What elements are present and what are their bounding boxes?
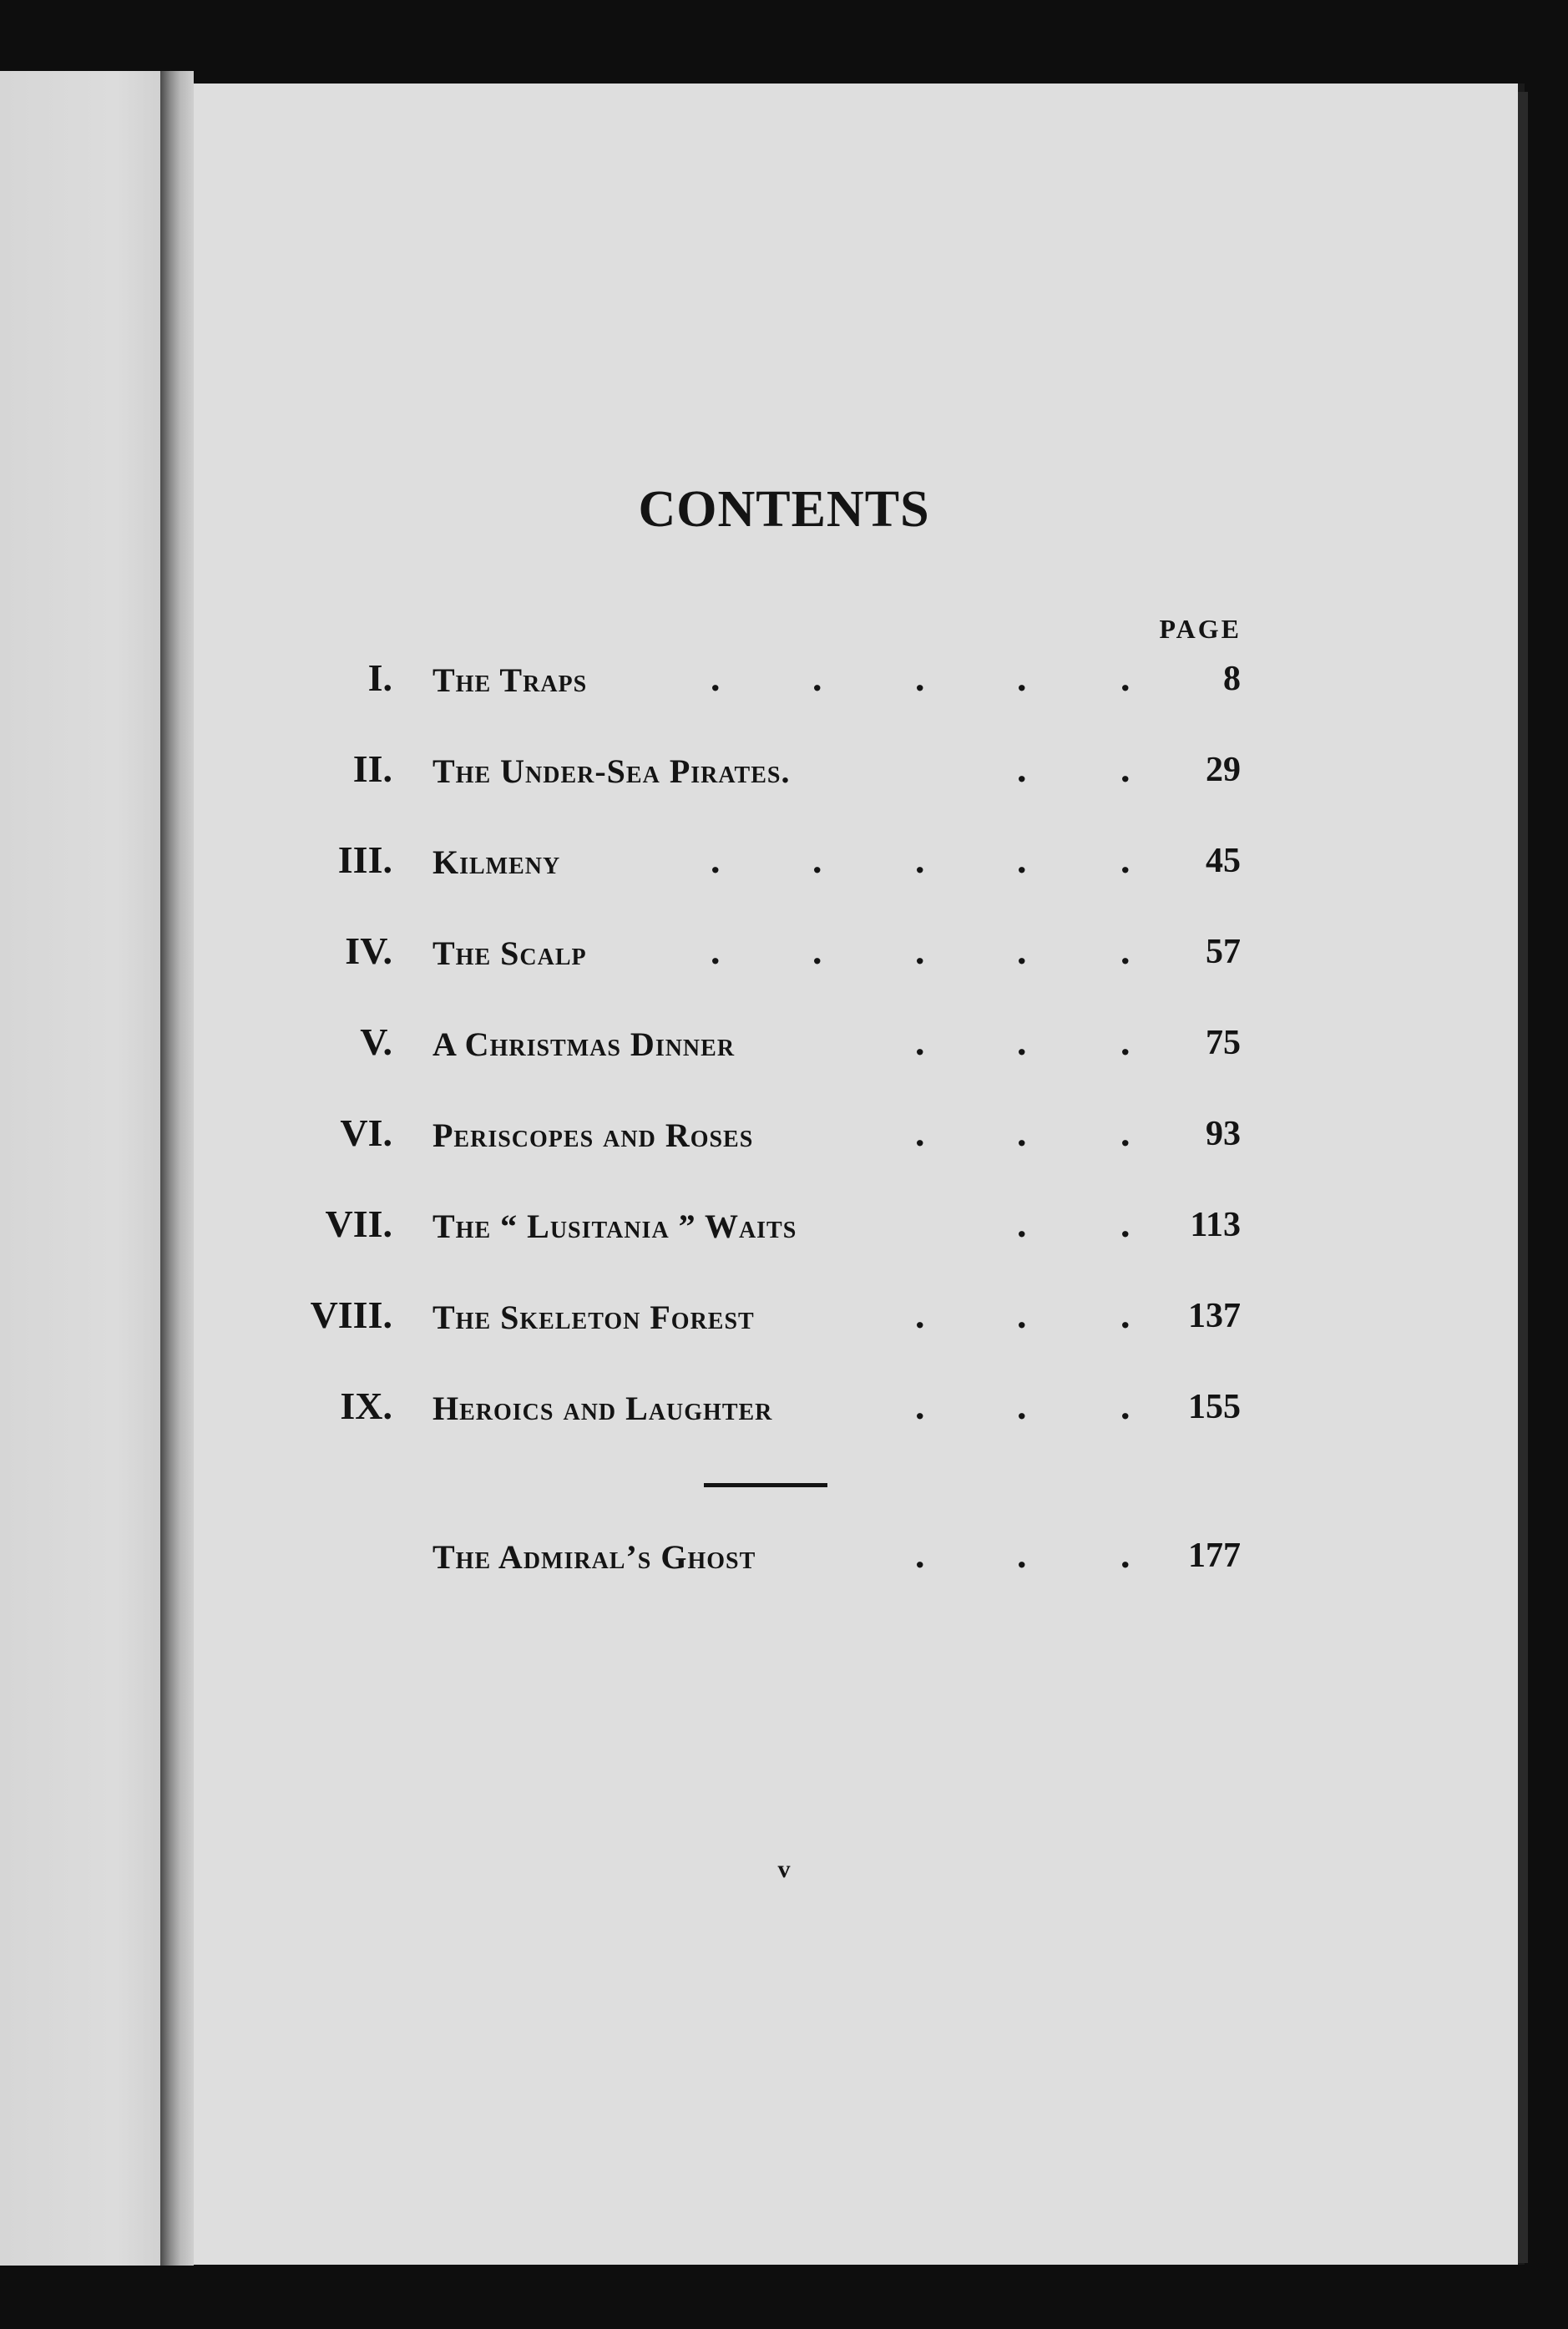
- leader-dot: .: [812, 929, 822, 972]
- leader-dot: .: [1017, 1533, 1027, 1576]
- chapter-title: Kilmeny: [432, 843, 561, 881]
- toc-entry: [0, 656, 1568, 731]
- chapter-page: 29: [1206, 751, 1241, 789]
- leader-dot: .: [1120, 929, 1130, 972]
- extra-title: The Admiral’s Ghost: [432, 1538, 756, 1576]
- chapter-number: I.: [367, 656, 392, 699]
- leader-dot: .: [1017, 1111, 1027, 1154]
- leader-dot: .: [1017, 656, 1027, 699]
- chapter-page: 45: [1206, 842, 1241, 880]
- leader-dot: .: [915, 1533, 925, 1576]
- leader-dot: .: [1120, 656, 1130, 699]
- leader-dot: .: [1120, 1202, 1130, 1245]
- leader-dot: .: [1120, 838, 1130, 881]
- chapter-number: IV.: [345, 929, 392, 972]
- chapter-page: 93: [1206, 1115, 1241, 1153]
- leader-dot: .: [915, 1111, 925, 1154]
- chapter-page: 57: [1206, 933, 1241, 971]
- leader-dot: .: [1120, 747, 1130, 790]
- toc-entry: [0, 1293, 1568, 1368]
- toc-entry: [0, 747, 1568, 822]
- leader-dot: .: [711, 929, 721, 972]
- extra-page: 177: [1188, 1537, 1241, 1575]
- leader-dot: .: [812, 656, 822, 699]
- leader-dot: .: [711, 656, 721, 699]
- leader-dot: .: [1120, 1533, 1130, 1576]
- leader-dot: .: [1017, 1202, 1027, 1245]
- chapter-number: III.: [337, 838, 392, 881]
- chapter-title: The “ Lusitania ” Waits: [432, 1208, 797, 1245]
- chapter-number: II.: [352, 747, 392, 790]
- toc-entry: [0, 1020, 1568, 1095]
- chapter-title: The Skeleton Forest: [432, 1299, 755, 1336]
- chapter-page: 8: [1223, 660, 1241, 698]
- toc-entry: [0, 838, 1568, 913]
- leader-dot: .: [915, 656, 925, 699]
- leader-dot: .: [1017, 747, 1027, 790]
- leader-dot: .: [1017, 838, 1027, 881]
- toc-entry: [0, 929, 1568, 1004]
- page-column-header: PAGE: [1159, 614, 1242, 644]
- chapter-number: VII.: [325, 1202, 392, 1245]
- leader-dot: .: [1017, 1385, 1027, 1427]
- toc-entry: [0, 1111, 1568, 1186]
- chapter-number: VIII.: [310, 1294, 392, 1336]
- page-number-folio: v: [777, 1856, 791, 1883]
- chapter-title: Heroics and Laughter: [432, 1390, 773, 1427]
- chapter-number: V.: [360, 1020, 392, 1063]
- toc-entry-extra: [0, 1532, 1568, 1608]
- chapter-title: A Christmas Dinner: [432, 1025, 736, 1063]
- leader-dot: .: [1017, 1294, 1027, 1336]
- section-divider: [704, 1483, 827, 1487]
- leader-dot: .: [1120, 1294, 1130, 1336]
- leader-dot: .: [915, 838, 925, 881]
- leader-dot: .: [1120, 1020, 1130, 1063]
- chapter-title: Periscopes and Roses: [432, 1116, 754, 1154]
- chapter-page: 137: [1188, 1297, 1241, 1335]
- leader-dot: .: [915, 1020, 925, 1063]
- chapter-number: VI.: [340, 1111, 392, 1154]
- chapter-page: 155: [1188, 1388, 1241, 1426]
- toc-entry: [0, 1202, 1568, 1277]
- leader-dot: .: [915, 929, 925, 972]
- chapter-page: 113: [1190, 1206, 1241, 1244]
- chapter-number: IX.: [340, 1385, 392, 1427]
- chapter-title: The Under-Sea Pirates.: [432, 752, 791, 790]
- leader-dot: .: [915, 1385, 925, 1427]
- page-title: CONTENTS: [638, 481, 930, 538]
- chapter-title: The Scalp: [432, 934, 587, 972]
- chapter-title: The Traps: [432, 661, 588, 699]
- leader-dot: .: [1017, 929, 1027, 972]
- leader-dot: .: [915, 1294, 925, 1336]
- chapter-page: 75: [1206, 1024, 1241, 1062]
- leader-dot: .: [1017, 1020, 1027, 1063]
- leader-dot: .: [812, 838, 822, 881]
- leader-dot: .: [1120, 1385, 1130, 1427]
- leader-dot: .: [1120, 1111, 1130, 1154]
- leader-dot: .: [711, 838, 721, 881]
- toc-entry: [0, 1384, 1568, 1459]
